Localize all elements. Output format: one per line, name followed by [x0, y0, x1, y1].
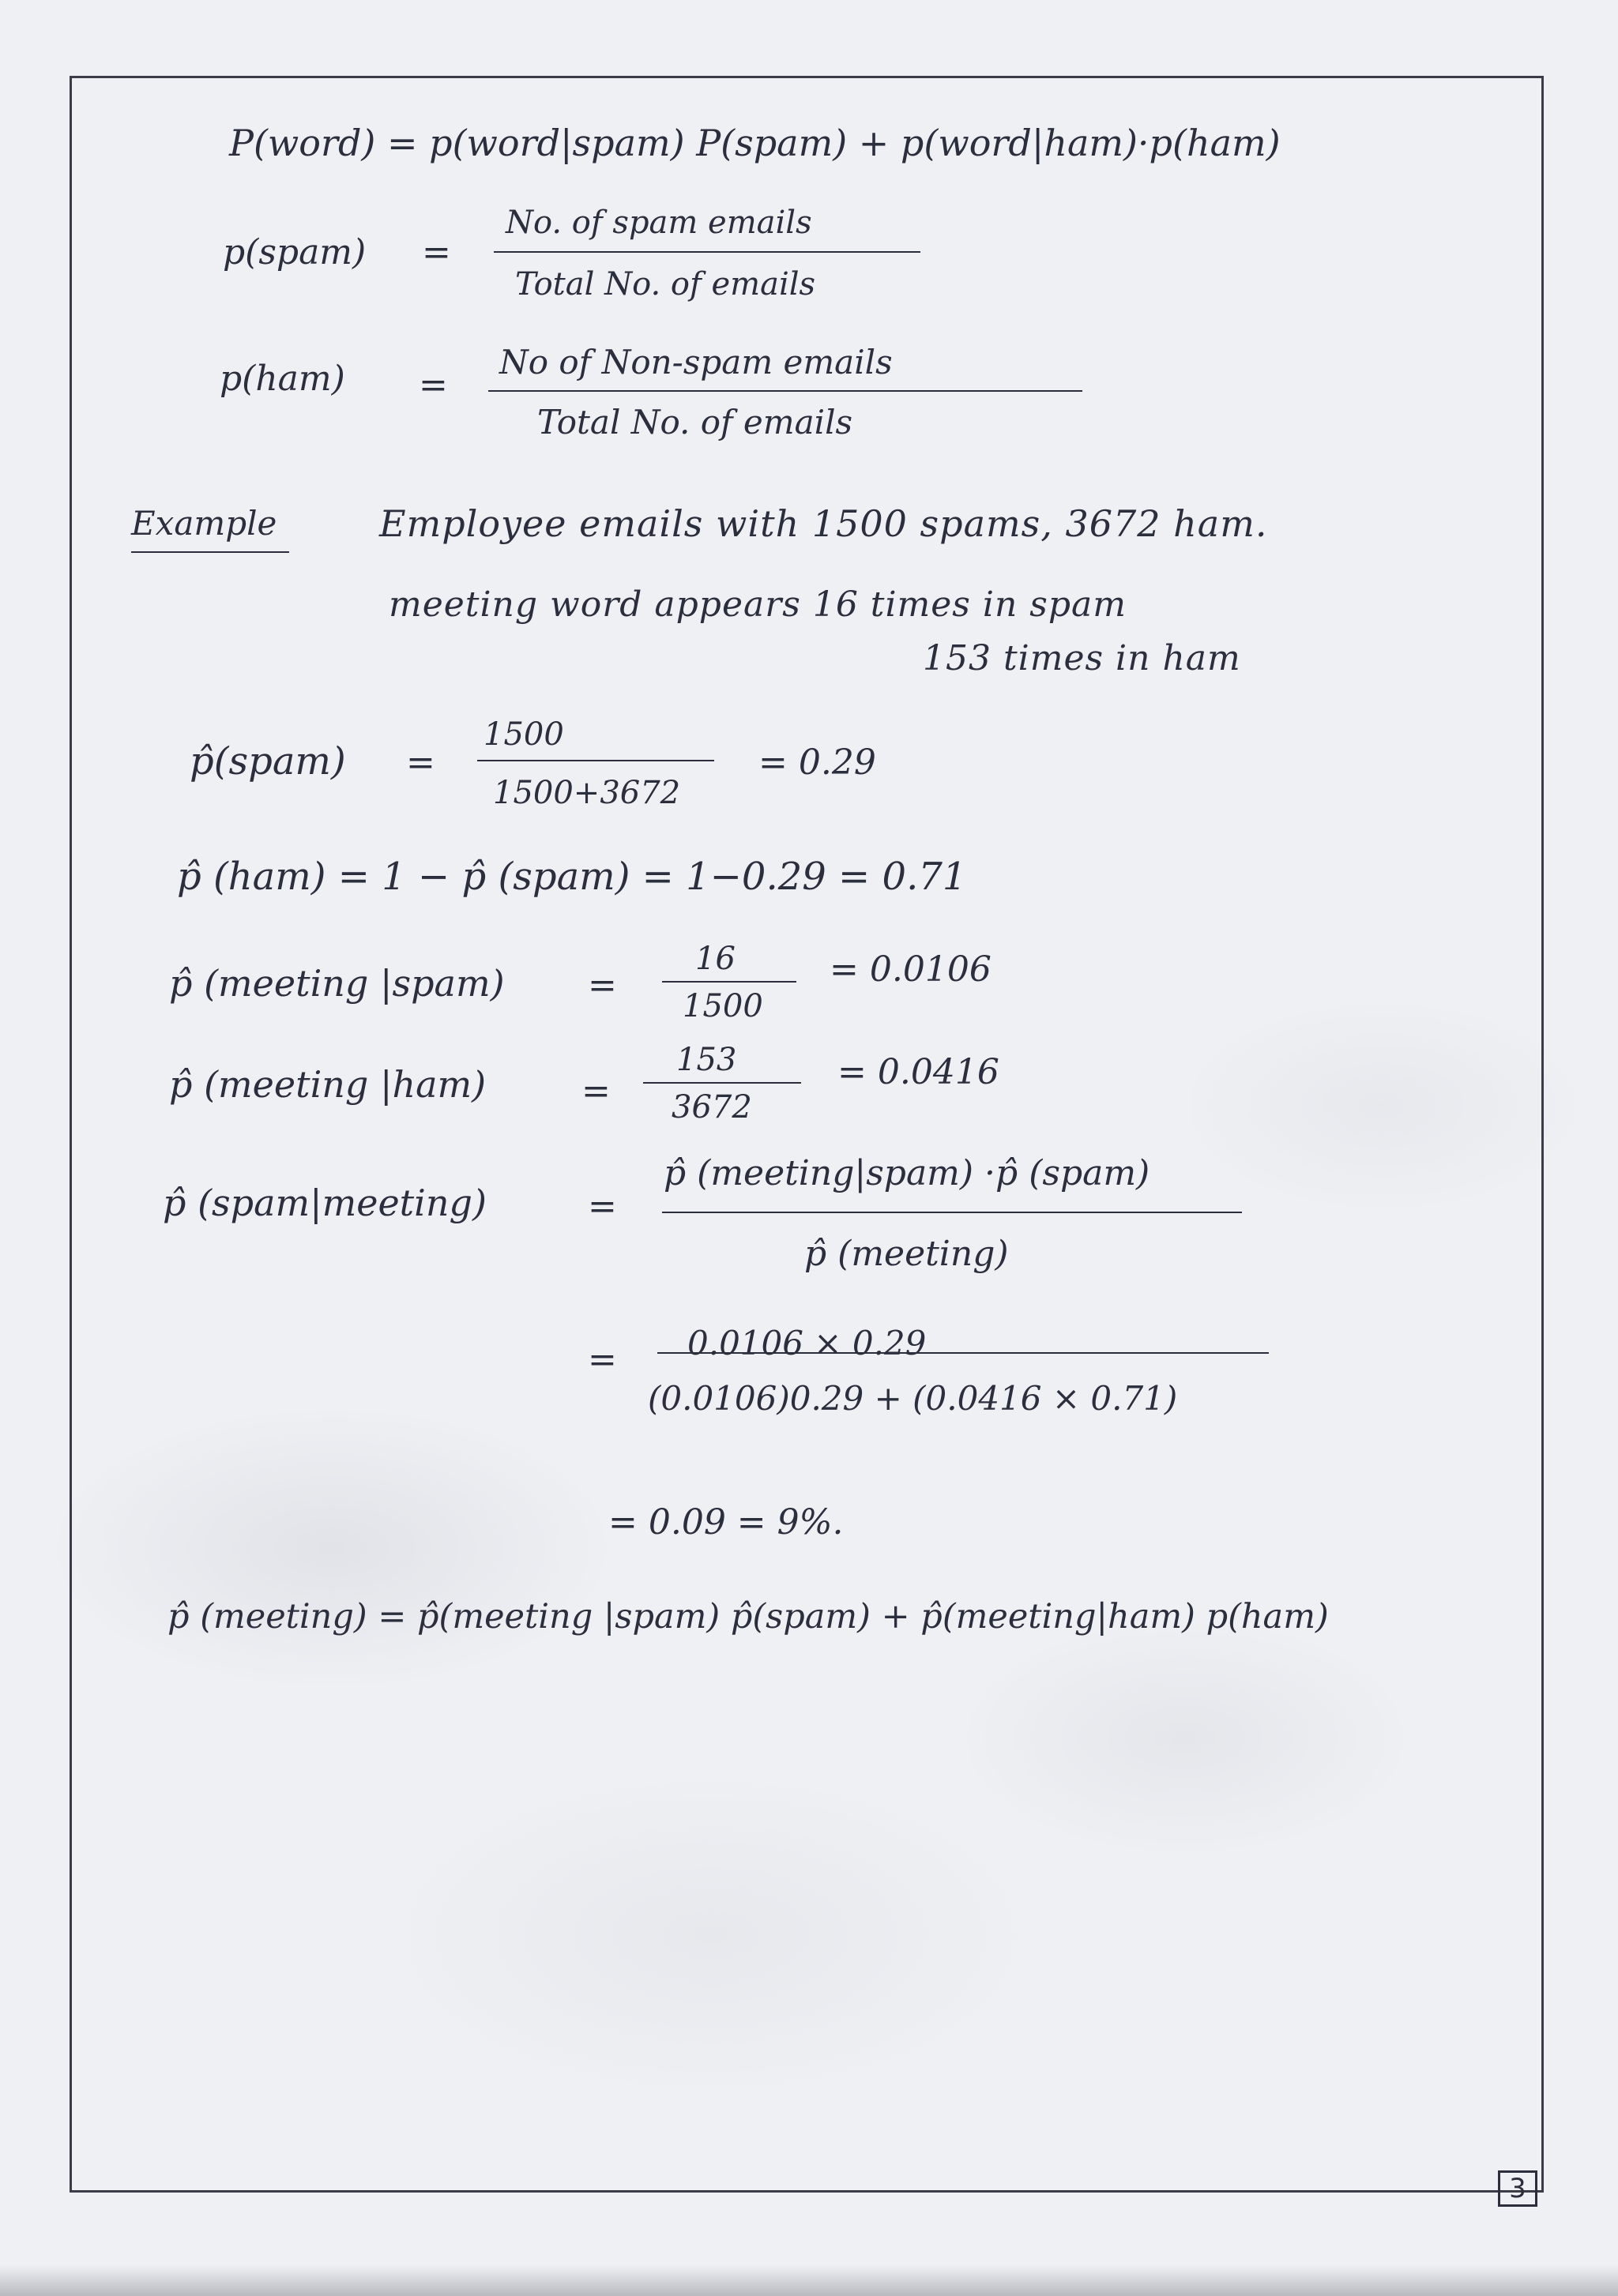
meeting-given-ham-equals: = [581, 1071, 611, 1111]
posterior-numerator-2: 0.0106 × 0.29 [687, 1324, 927, 1362]
spam-estimate-denominator: 1500+3672 [493, 775, 681, 811]
ham-prior-denominator: Total No. of emails [537, 403, 853, 442]
meeting-given-ham-denominator: 3672 [672, 1089, 752, 1125]
meeting-given-spam-result: = 0.0106 [830, 949, 991, 990]
meeting-given-spam-lhs: p̂ (meeting |spam) [169, 962, 505, 1005]
example-label: Example [131, 504, 277, 543]
word-probability-formula: P(word) = p(word|spam) P(spam) + p(word|ham)·p(ham) [229, 122, 1281, 164]
ham-prior-equals: = [419, 365, 448, 405]
meeting-given-ham-result: = 0.0416 [837, 1052, 999, 1092]
meeting-total-probability: p̂ (meeting) = p̂(meeting |spam) p̂(spam) + p̂(meeting|ham) p(ham) [167, 1597, 1329, 1637]
ham-prior-fraction-bar [488, 390, 1082, 392]
spam-estimate-equals: = [406, 742, 435, 783]
posterior-equals: = [588, 1186, 617, 1227]
posterior-denominator: p̂ (meeting) [804, 1234, 1009, 1274]
meeting-given-ham-fraction-bar [643, 1082, 801, 1084]
meeting-given-ham-lhs: p̂ (meeting |ham) [169, 1063, 487, 1106]
ham-prior-numerator: No of Non-spam emails [499, 343, 893, 381]
meeting-given-spam-numerator: 16 [695, 941, 736, 977]
spam-estimate-fraction-bar [477, 760, 714, 761]
page-number: 3 [1498, 2170, 1537, 2207]
example-line-2: meeting word appears 16 times in spam [389, 584, 1127, 625]
spam-prior-numerator: No. of spam emails [506, 205, 812, 241]
posterior-denominator-2: (0.0106)0.29 + (0.0416 × 0.71) [648, 1379, 1178, 1418]
meeting-given-spam-fraction-bar [662, 981, 796, 983]
posterior-fraction-bar-2 [657, 1352, 1269, 1354]
meeting-given-ham-numerator: 153 [676, 1042, 737, 1078]
spam-prior-equals: = [422, 232, 451, 272]
spam-prior-fraction-bar [494, 251, 920, 253]
spam-estimate-lhs: p̂(spam) [190, 739, 346, 783]
posterior-equals-2: = [588, 1340, 617, 1380]
posterior-final-result: = 0.09 = 9%. [608, 1502, 844, 1543]
posterior-lhs: p̂ (spam|meeting) [163, 1182, 487, 1224]
spam-estimate-numerator: 1500 [484, 716, 564, 753]
ham-estimate-line: p̂ (ham) = 1 − p̂ (spam) = 1−0.29 = 0.71 [177, 855, 967, 899]
spam-prior-lhs: p(spam) [223, 232, 367, 272]
meeting-given-spam-equals: = [588, 965, 617, 1005]
example-underline [131, 551, 289, 553]
example-line-3: 153 times in ham [923, 638, 1241, 678]
example-line-1: Employee emails with 1500 spams, 3672 ham. [379, 502, 1268, 545]
posterior-fraction-bar [662, 1212, 1242, 1213]
meeting-given-spam-denominator: 1500 [683, 988, 763, 1024]
posterior-numerator: p̂ (meeting|spam) ·p̂ (spam) [664, 1153, 1150, 1193]
ham-prior-lhs: p(ham) [220, 359, 345, 399]
spam-prior-denominator: Total No. of emails [515, 266, 816, 303]
page-edge-shadow [0, 2265, 1618, 2296]
spam-estimate-result: = 0.29 [758, 742, 876, 783]
